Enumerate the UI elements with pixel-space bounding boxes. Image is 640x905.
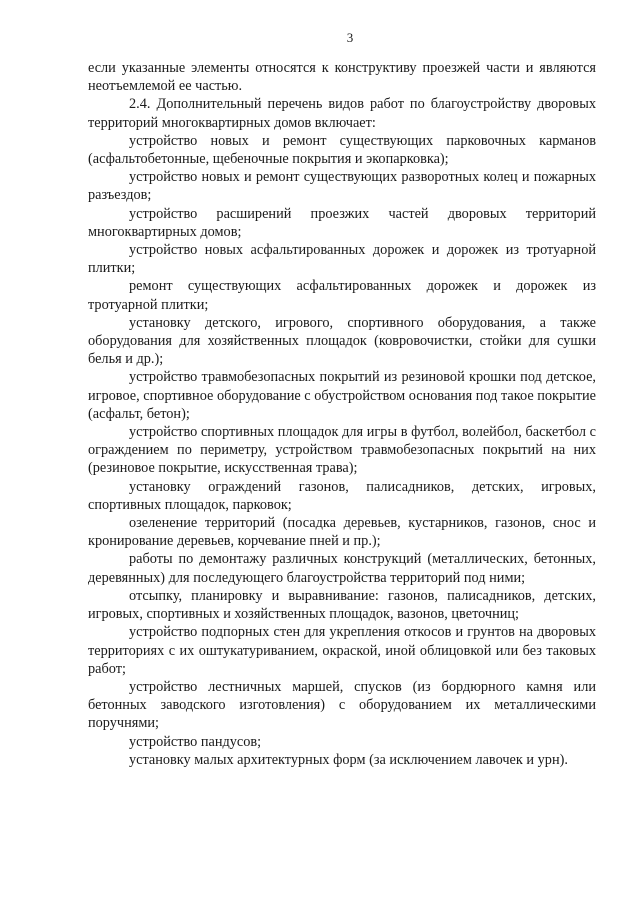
list-item-landscaping: озеленение территорий (посадка деревьев, кустарников, газонов, снос и кронирование деревьев, корчевание пней и пр.);	[88, 515, 596, 550]
document-body	[88, 59, 596, 769]
list-item-sports-grounds: устройство спортивных площадок для игры в футбол, волейбол, баскетбол с ограждением по периметру, устройством травмобезопасных покрытий на них (резиновое покрытие, искусственная трава);	[88, 424, 596, 477]
list-item-repair-paths: ремонт существующих асфальтированных дорожек и дорожек из тротуарной плитки;	[88, 278, 596, 313]
list-item-playground-equipment: установку детского, игрового, спортивного оборудования, а также оборудования для хозяйственных площадок (ковровочистки, стойки для сушки белья и др.);	[88, 314, 596, 368]
list-item-retaining-walls: устройство подпорных стен для укрепления откосов и грунтов на дворовых территориях с их оштукатуриванием, окраской, иной облицовкой или без таковых работ;	[88, 624, 596, 677]
list-item-safety-surfaces: устройство травмобезопасных покрытий из резиновой крошки под детское, игровое, спортивное оборудование с обустройством основания под такое покрытие (асфальт, бетон);	[88, 369, 596, 422]
list-item-ramps: устройство пандусов;	[129, 733, 262, 750]
list-item-leveling: отсыпку, планировку и выравнивание: газонов, палисадников, детских, игровых, спортивных и хозяйственных площадок, вазонов, цветочниц;	[88, 587, 596, 623]
list-item-demolition: работы по демонтажу различных конструкций (металлических, бетонных, деревянных) для последующего благоустройства территорий под ними;	[88, 551, 596, 586]
list-item-small-architectural-forms: установку малых архитектурных форм (за исключением лавочек и урн).	[129, 751, 568, 768]
paragraph-continuation: если указанные элементы относятся к конструктиву проезжей части и являются неотъемлемой ее частью.	[88, 60, 596, 95]
list-item-turning-rings: устройство новых и ремонт существующих разворотных колец и пожарных разъездов;	[88, 169, 596, 204]
list-item-parking-pockets: устройство новых и ремонт существующих парковочных карманов (асфальтобетонные, щебеночные покрытия и экопарковка);	[88, 132, 596, 168]
page-number: 3	[346, 30, 354, 45]
list-item-stairs: устройство лестничных маршей, спусков (из бордюрного камня или бетонных заводского изготовления) с оборудованием их металлическими поручнями;	[88, 678, 596, 732]
list-item-roadway-extension: устройство расширений проезжих частей дворовых территорий многоквартирных домов;	[88, 205, 596, 240]
list-item-new-paths: устройство новых асфальтированных дорожек и дорожек из тротуарной плитки;	[88, 242, 596, 277]
list-item-fencing: установку ограждений газонов, палисадников, детских, игровых, спортивных площадок, парковок;	[88, 478, 596, 513]
paragraph-section-2-4: 2.4. Дополнительный перечень видов работ по благоустройству дворовых территорий многоквартирных домов включает:	[88, 96, 596, 131]
